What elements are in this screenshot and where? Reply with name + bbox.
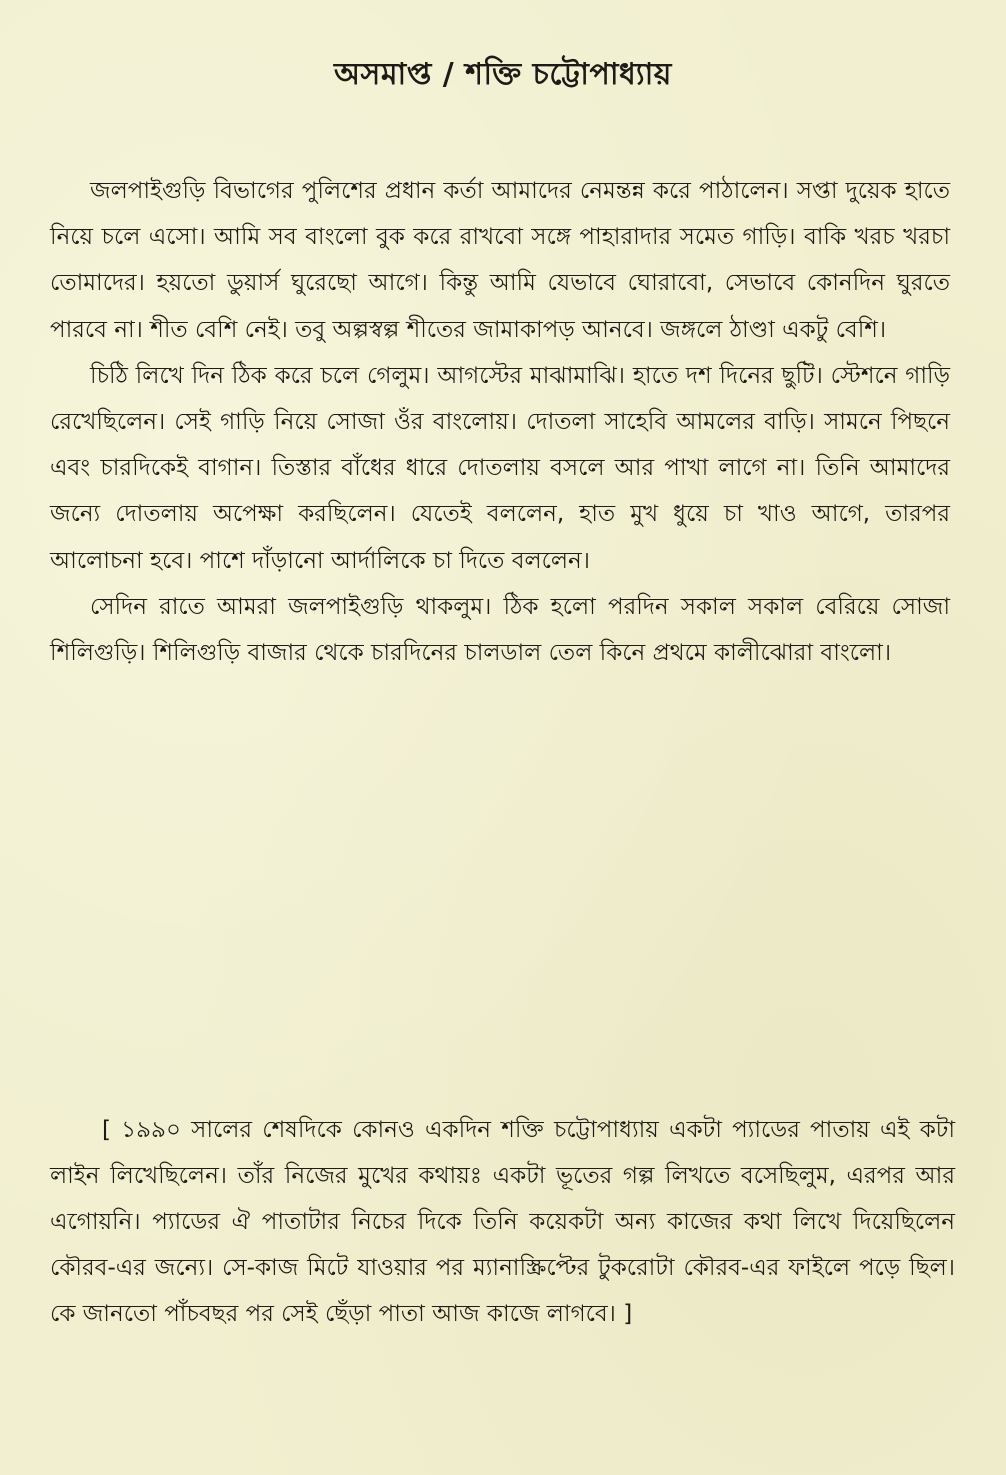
story-paragraph-2: চিঠি লিখে দিন ঠিক করে চলে গেলুম। আগস্টের মাঝামাঝি। হাতে দশ দিনের ছুটি। স্টেশনে গাড়ি রেখেছিলেন। সেই গাড়ি নিয়ে সোজা ওঁর বাংলোয়। দোতলা সাহেবি আমলের বাড়ি। সামনে পিছনে এবং চারদিকেই বাগান। তিস্তার বাঁধের ধারে দোতলায় বসলে আর পাখা লাগে না। তিনি আমাদের জন্যে দোতলায় অপেক্ষা করছিলেন। যেতেই বললেন, হাত মুখ ধুয়ে চা খাও আগে, তারপর আলোচনা হবে। পাশে দাঁড়ানো আর্দালিকে চা দিতে বললেন। — [50, 362, 950, 574]
story-body — [50, 168, 950, 676]
editorial-note — [50, 1107, 955, 1337]
editorial-note-text: [ ১৯৯০ সালের শেষদিকে কোনও একদিন শক্তি চট্টোপাধ্যায় একটা প্যাডের পাতায় এই কটা লাইন লিখেছিলেন। তাঁর নিজের মুখের কথায়ঃ একটা ভূতের গল্প লিখতে বসেছিলুম, এরপর আর এগোয়নি। প্যাডের ঐ পাতাটার নিচের দিকে তিনি কয়েকটা অন্য কাজের কথা লিখে দিয়েছিলেন কৌরব-এর জন্যে। সে-কাজ মিটে যাওয়ার পর ম্যানাস্ক্রিপ্টের টুকরোটা কৌরব-এর ফাইলে পড়ে ছিল। কে জানতো পাঁচবছর পর সেই ছেঁড়া পাতা আজ কাজে লাগবে। ] — [50, 1117, 955, 1327]
story-paragraph-3: সেদিন রাতে আমরা জলপাইগুড়ি থাকলুম। ঠিক হলো পরদিন সকাল সকাল বেরিয়ে সোজা শিলিগুড়ি। শিলিগুড়ি বাজার থেকে চারদিনের চালডাল তেল কিনে প্রথমে কালীঝোরা বাংলো। — [50, 593, 950, 667]
story-paragraph-1: জলপাইগুড়ি বিভাগের পুলিশের প্রধান কর্তা আমাদের নেমন্তন্ন করে পাঠালেন। সপ্তা দুয়েক হাতে নিয়ে চলে এসো। আমি সব বাংলো বুক করে রাখবো সঙ্গে পাহারাদার সমেত গাড়ি। বাকি খরচ খরচা তোমাদের। হয়তো ডুয়ার্স ঘুরেছো আগে। কিন্তু আমি যেভাবে ঘোরাবো, সেভাবে কোনদিন ঘুরতে পারবে না। শীত বেশি নেই। তবু অল্পস্বল্প শীতের জামাকাপড় আনবে। জঙ্গলে ঠাণ্ডা একটু বেশি। — [50, 178, 950, 343]
page-title: অসমাপ্ত / শক্তি চট্টোপাধ্যায় — [334, 57, 672, 92]
